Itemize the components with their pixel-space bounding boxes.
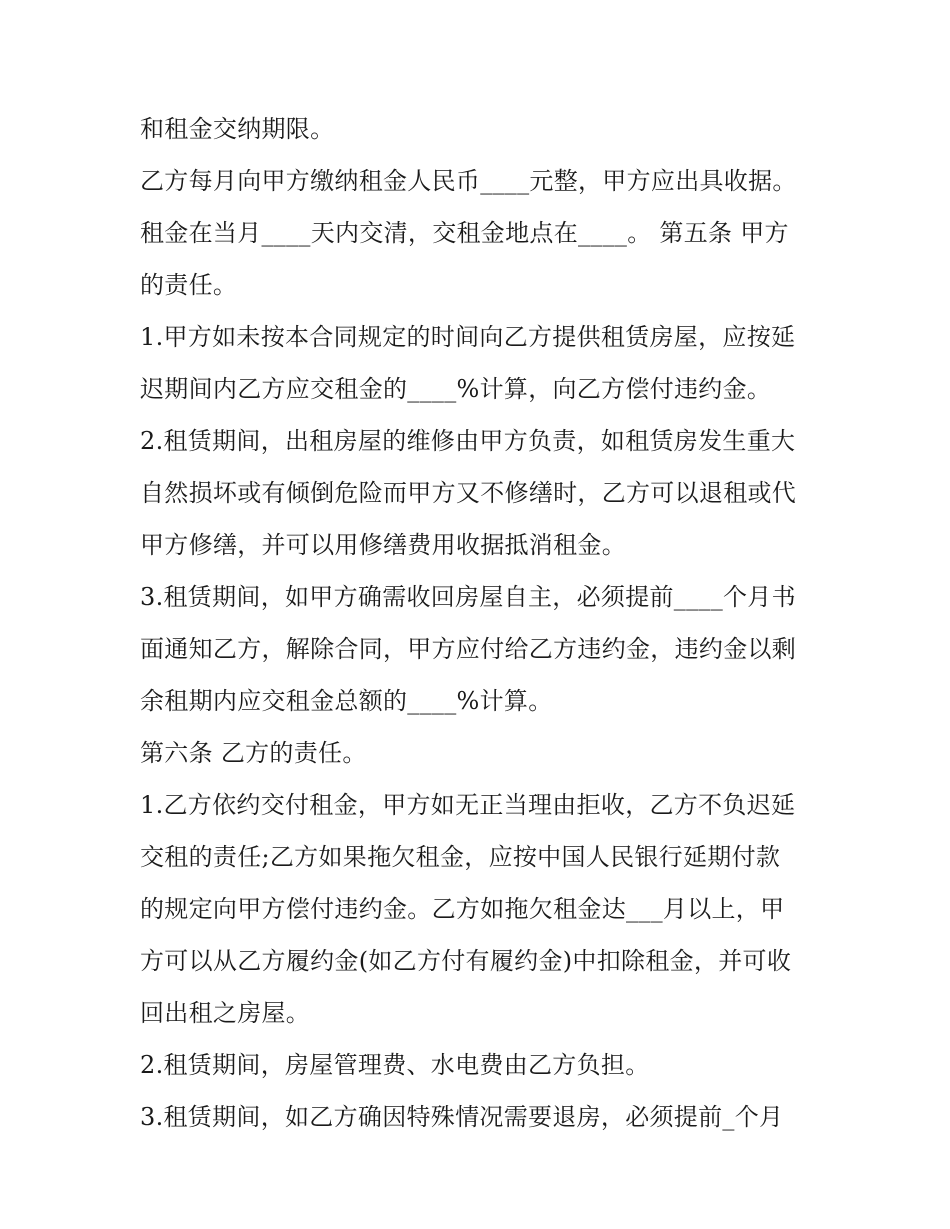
text-line: 余租期内应交租金总额的____%计算。 <box>140 687 553 715</box>
text-line: 方可以从乙方履约金(如乙方付有履约金)中扣除租金，并可收 <box>140 947 792 975</box>
text-line: 3.租赁期间，如乙方确因特殊情况需要退房，必须提前_个月 <box>140 1103 784 1131</box>
text-line: 的规定向甲方偿付违约金。乙方如拖欠租金达___月以上，甲 <box>140 895 785 923</box>
text-line: 乙方每月向甲方缴纳租金人民币____元整，甲方应出具收据。 <box>140 167 797 195</box>
text-line: 1.乙方依约交付租金，甲方如无正当理由拒收，乙方不负迟延 <box>140 791 796 819</box>
text-line: 3.租赁期间，如甲方确需收回房屋自主，必须提前____个月书 <box>140 583 796 611</box>
text-line: 和租金交纳期限。 <box>140 115 335 143</box>
text-line: 交租的责任;乙方如果拖欠租金，应按中国人民银行延期付款 <box>140 843 781 871</box>
text-line: 第六条 乙方的责任。 <box>140 739 367 767</box>
text-line: 自然损坏或有倾倒危险而甲方又不修缮时，乙方可以退租或代 <box>140 479 797 507</box>
text-line: 迟期间内乙方应交租金的____%计算，向乙方偿付违约金。 <box>140 375 772 403</box>
text-line: 1.甲方如未按本合同规定的时间向乙方提供租赁房屋，应按延 <box>140 323 796 351</box>
text-line: 回出租之房屋。 <box>140 999 311 1027</box>
text-line: 租金在当月____天内交清，交租金地点在____。 第五条 甲方 <box>140 219 789 247</box>
text-line: 2.租赁期间，出租房屋的维修由甲方负责，如租赁房发生重大 <box>140 427 796 455</box>
text-line: 2.租赁期间，房屋管理费、水电费由乙方负担。 <box>140 1051 650 1079</box>
text-line: 面通知乙方，解除合同，甲方应付给乙方违约金，违约金以剩 <box>140 635 797 663</box>
text-line: 的责任。 <box>140 271 238 299</box>
text-line: 甲方修缮，并可以用修缮费用收据抵消租金。 <box>140 531 626 559</box>
